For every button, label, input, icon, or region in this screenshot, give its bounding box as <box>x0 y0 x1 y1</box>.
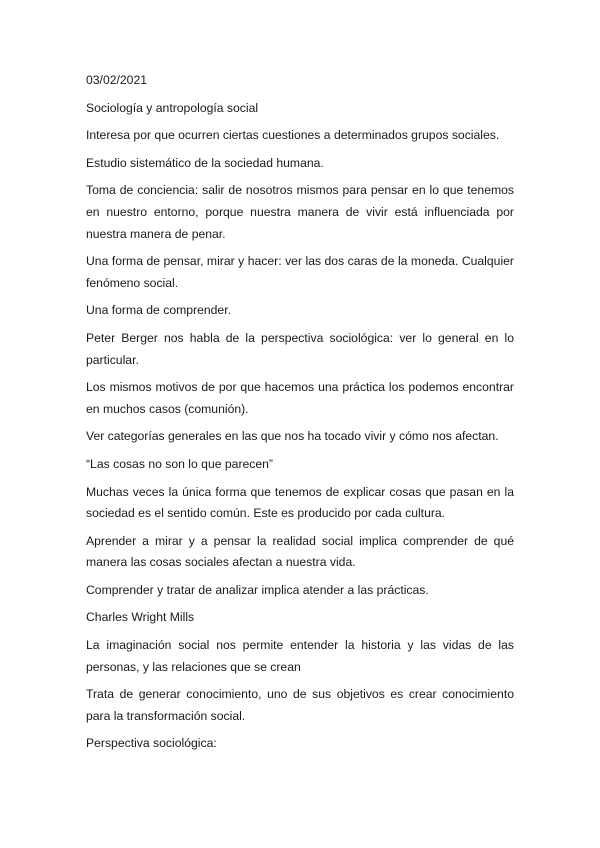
paragraph: Comprender y tratar de analizar implica atender a las prácticas. <box>86 582 429 597</box>
paragraph: Toma de conciencia: salir de nosotros mismos para pensar en lo que tenemos en nuestro entorno, porque nuestra manera de vivir está influenciada por nuestra manera de penar. <box>86 183 514 241</box>
paragraph: Trata de generar conocimiento, uno de sus objetivos es crear conocimiento para la transformación social. <box>86 687 514 723</box>
paragraph: Peter Berger nos habla de la perspectiva sociológica: ver lo general en lo particular. <box>86 330 514 367</box>
section-heading: Perspectiva sociológica: <box>86 736 217 751</box>
paragraph: Una forma de comprender. <box>86 303 231 318</box>
paragraph: Aprender a mirar y a pensar la realidad social implica comprender de qué manera las cosas sociales afectan a nuestra vida. <box>86 533 514 570</box>
paragraph: Muchas veces la única forma que tenemos de explicar cosas que pasan en la sociedad es el sentido común. Este es producido por cada cultura. <box>86 484 514 521</box>
paragraph: Una forma de pensar, mirar y hacer: ver las dos caras de la moneda. Cualquier fenómeno social. <box>86 254 514 290</box>
date-line: 03/02/2021 <box>86 73 147 87</box>
paragraph: Los mismos motivos de por que hacemos una práctica los podemos encontrar en muchos casos (comunión). <box>86 380 514 416</box>
author-heading: Charles Wright Mills <box>86 610 195 625</box>
document-title: Sociología y antropología social <box>86 100 259 115</box>
quote-heading: “Las cosas no son lo que parecen” <box>86 456 273 471</box>
paragraph: Ver categorías generales en las que nos ha tocado vivir y cómo nos afectan. <box>86 429 499 444</box>
paragraph: Interesa por que ocurren ciertas cuestiones a determinados grupos sociales. <box>86 128 500 143</box>
paragraph: La imaginación social nos permite entender la historia y las vidas de las personas, y las relaciones que se crean <box>86 638 514 674</box>
paragraph: Estudio sistemático de la sociedad humana. <box>86 155 324 170</box>
document-body <box>86 70 514 761</box>
